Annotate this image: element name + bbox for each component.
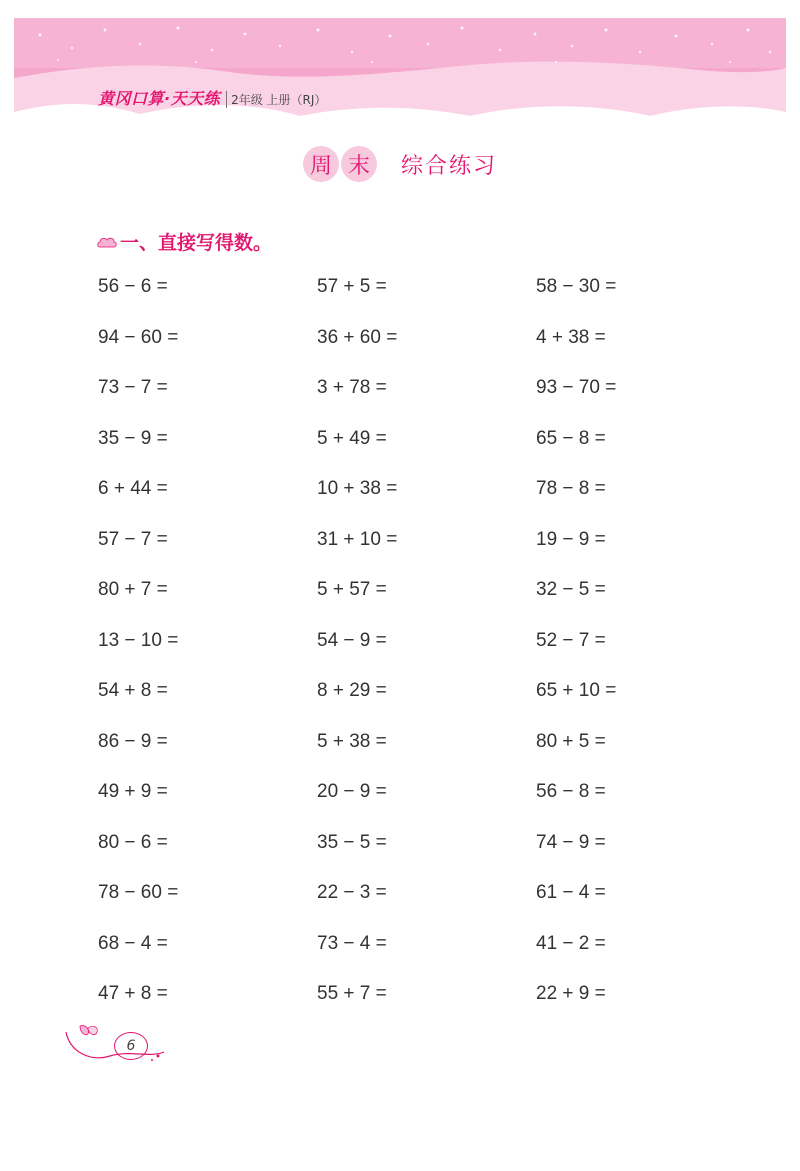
problem-row [98,630,738,662]
math-problem: 73 − 7 = [98,377,168,398]
math-problem: 52 − 7 = [536,629,606,651]
math-problem: 80 − 6 = [98,831,168,853]
problem-row [98,983,738,1015]
math-problem: 6 + 44 = [98,478,168,499]
problem-row [98,327,738,359]
math-problem: 5 + 49 = [317,427,387,449]
problem-row [98,478,738,510]
cloud-icon [96,235,118,249]
problem-row [98,731,738,763]
problem-row [98,882,738,914]
math-problem: 56 − 6 = [98,276,168,297]
problem-row [98,832,738,864]
title-subtitle: 综合练习 [400,153,497,179]
math-problem: 22 − 3 = [317,882,387,903]
problem-row [98,579,738,611]
problem-row [98,377,738,409]
math-problem: 5 + 57 = [317,579,387,600]
page-title [0,146,800,182]
math-problem: 4 + 38 = [536,326,606,348]
math-problem: 35 − 9 = [98,427,168,449]
section-heading [96,228,272,255]
math-problem: 5 + 38 = [317,730,387,752]
math-problem: 19 − 9 = [536,528,606,550]
book-title [98,86,326,109]
math-problem: 8 + 29 = [317,680,387,701]
math-problem: 32 − 5 = [536,579,606,600]
problem-row [98,781,738,813]
title-circle-2: 末 [341,146,377,182]
math-problem: 57 − 7 = [98,528,168,550]
math-problem: 68 − 4 = [98,932,168,954]
math-problem: 41 − 2 = [536,932,606,954]
math-problem: 47 + 8 = [98,983,168,1004]
math-problem: 10 + 38 = [317,478,398,499]
math-problem: 58 − 30 = [536,276,617,297]
math-problem: 35 − 5 = [317,831,387,853]
math-problem: 65 − 8 = [536,427,606,449]
math-problem: 13 − 10 = [98,629,179,651]
math-problem: 61 − 4 = [536,882,606,903]
math-problem: 55 + 7 = [317,983,387,1004]
math-problem: 54 − 9 = [317,629,387,651]
math-problem: 78 − 60 = [98,882,179,903]
math-problem: 80 + 5 = [536,730,606,752]
math-problem: 56 − 8 = [536,781,606,802]
math-problem: 49 + 9 = [98,781,168,802]
math-problem: 78 − 8 = [536,478,606,499]
math-problem: 36 + 60 = [317,326,398,348]
series-name: 黄冈口算·天天练 [98,89,221,108]
math-problem: 54 + 8 = [98,680,168,701]
section-label: 一、直接写得数。 [120,232,273,254]
problem-row [98,933,738,965]
problem-row [98,428,738,460]
grade-label: 2年级 上册（RJ） [226,91,326,108]
math-problem: 22 + 9 = [536,983,606,1004]
math-problem: 20 − 9 = [317,781,387,802]
math-problem: 80 + 7 = [98,579,168,600]
title-circle-1: 周 [303,146,339,182]
problem-row [98,276,738,308]
math-problem: 3 + 78 = [317,377,387,398]
math-problem: 94 − 60 = [98,326,179,348]
math-problem: 31 + 10 = [317,528,398,550]
math-problem: 93 − 70 = [536,377,617,398]
header-banner [0,0,800,130]
math-problem: 73 − 4 = [317,932,387,954]
math-problem: 65 + 10 = [536,680,617,701]
problem-row [98,680,738,712]
math-problem: 74 − 9 = [536,831,606,853]
math-problem: 86 − 9 = [98,730,168,752]
page-number: 6 [114,1032,148,1060]
math-problem: 57 + 5 = [317,276,387,297]
problem-row [98,529,738,561]
